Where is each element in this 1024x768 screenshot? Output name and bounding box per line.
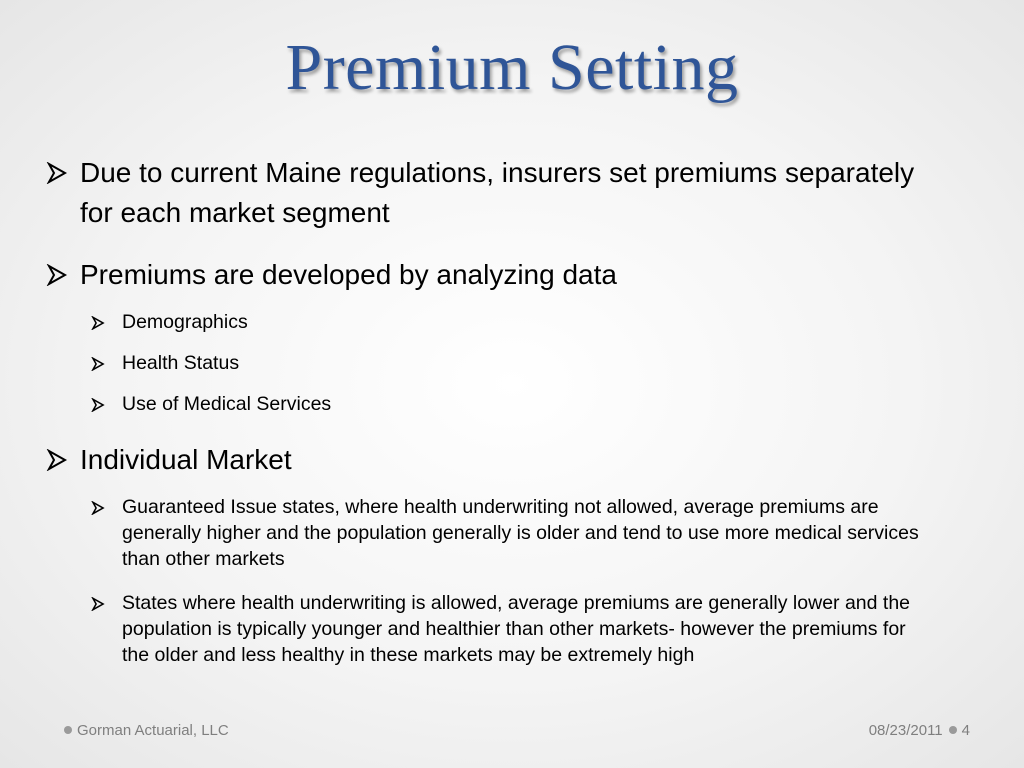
slide-title: Premium Setting — [285, 31, 739, 104]
bullet-item — [46, 440, 946, 480]
dot-icon — [64, 726, 72, 734]
sub-bullet-item — [91, 309, 931, 335]
arrow-bullet-icon — [91, 357, 105, 371]
arrow-bullet-icon — [91, 501, 105, 515]
sub-bullet-text: Use of Medical Services — [122, 393, 332, 415]
bullet-text: Individual Market — [80, 444, 292, 475]
page-number: 4 — [961, 722, 970, 739]
bullet-item — [46, 153, 946, 233]
dot-icon — [949, 726, 957, 734]
sub-bullet-text: States where health underwriting is allowed, average premiums are generally lower and the population is typically younger and healthier than other markets- however the premiums for the older and less healthy in these markets may be extremely high — [122, 592, 911, 666]
footer-date: 08/23/2011 — [868, 722, 943, 739]
footer-date-page — [869, 722, 970, 739]
footer-company-text: Gorman Actuarial, LLC — [77, 722, 229, 739]
sub-bullet-item — [91, 350, 931, 376]
sub-bullet-text: Health Status — [122, 352, 240, 374]
bullet-text: Due to current Maine regulations, insurers set premiums separately for each market segment — [80, 157, 915, 228]
bullet-item — [46, 255, 946, 295]
sub-bullet-item — [91, 590, 931, 668]
arrow-bullet-icon — [91, 597, 105, 611]
sub-bullet-text: Demographics — [122, 311, 248, 333]
arrow-bullet-icon — [46, 162, 68, 184]
bullet-text: Premiums are developed by analyzing data — [80, 259, 617, 290]
sub-bullet-item — [91, 391, 931, 417]
arrow-bullet-icon — [91, 316, 105, 330]
arrow-bullet-icon — [46, 449, 68, 471]
sub-bullet-item — [91, 494, 931, 572]
arrow-bullet-icon — [91, 398, 105, 412]
arrow-bullet-icon — [46, 264, 68, 286]
sub-bullet-text: Guaranteed Issue states, where health underwriting not allowed, average premiums are generally higher and the population generally is older and tend to use more medical services than other markets — [122, 496, 919, 570]
footer-company — [64, 722, 229, 739]
